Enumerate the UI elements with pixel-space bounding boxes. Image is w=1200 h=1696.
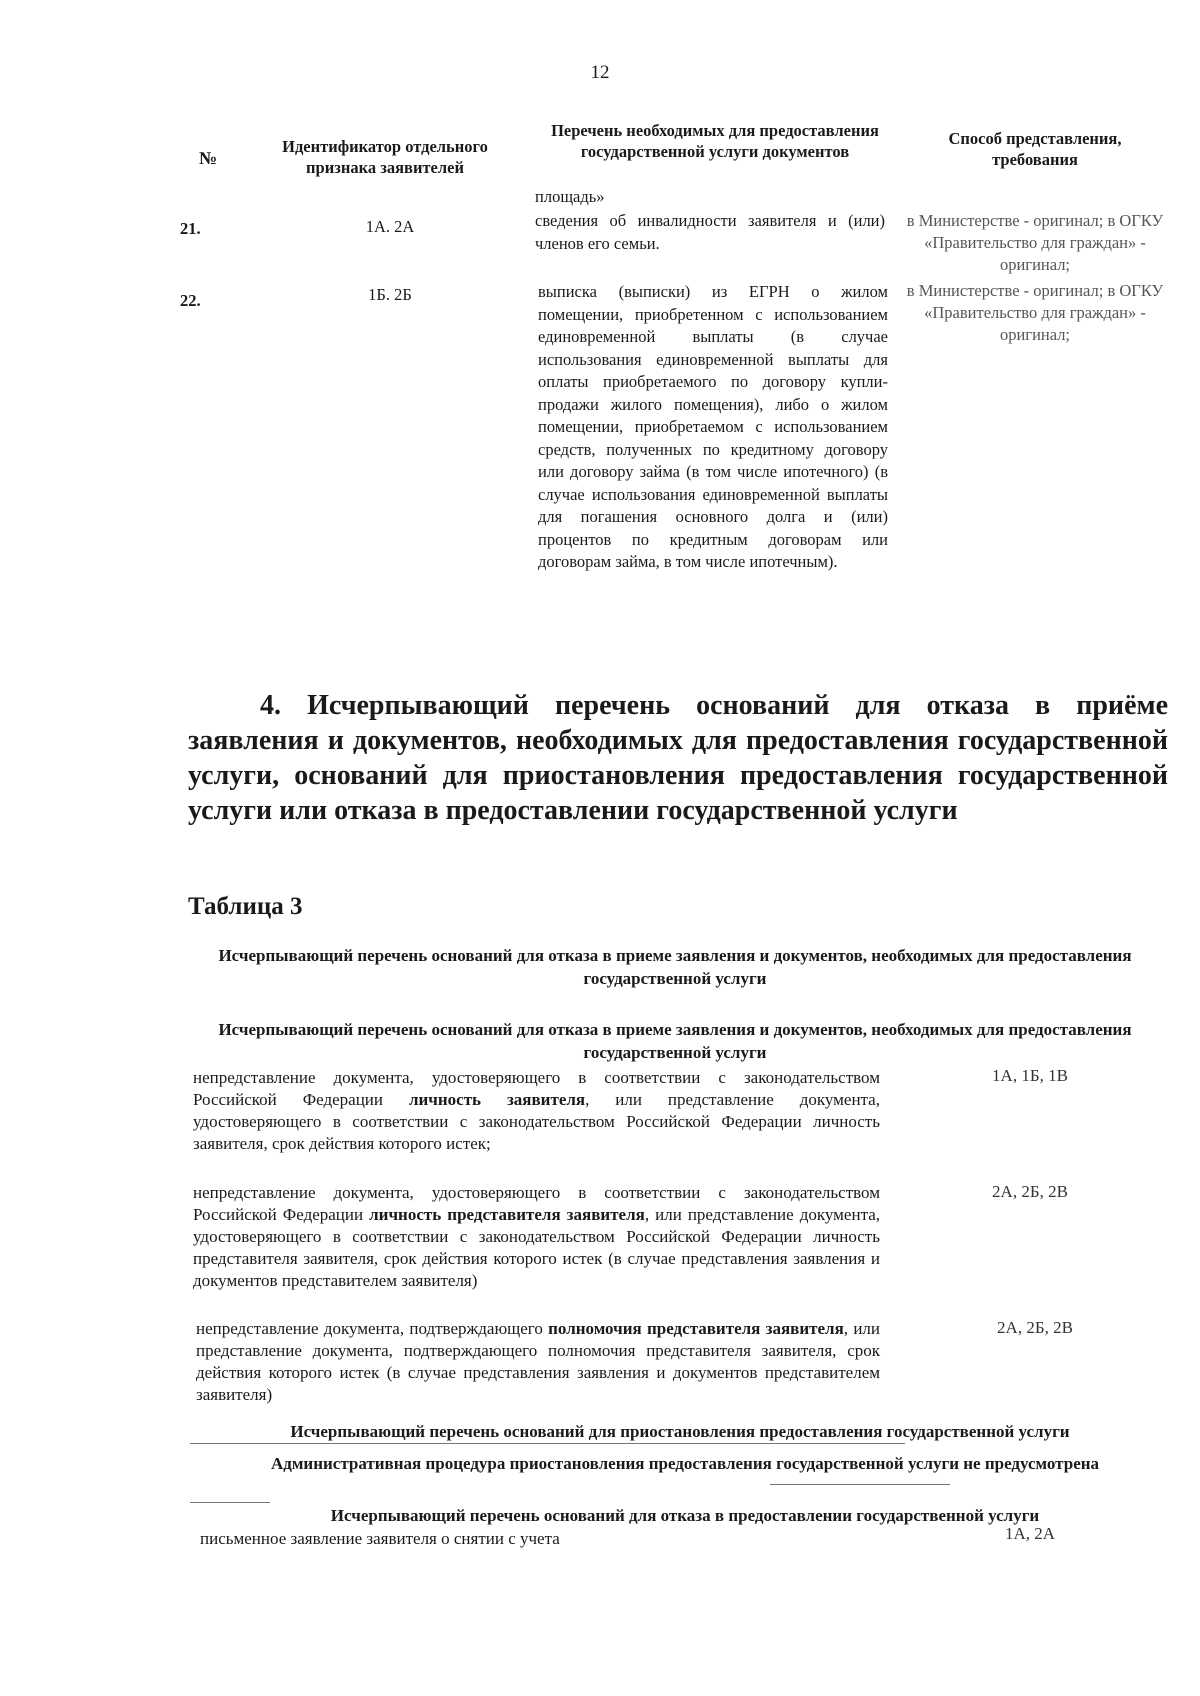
divider xyxy=(190,1502,270,1503)
divider xyxy=(190,1443,905,1444)
row-22-identifier: 1Б. 2Б xyxy=(368,285,412,304)
reason-authority-representative-codes: 2А, 2Б, 2В xyxy=(997,1318,1073,1337)
reason-text: , или представление документа, подтверждающего полномочия представителя заявителя, срок действия которого истек (в случае представления заявления и документов представителем заявителя) xyxy=(196,1319,880,1404)
reason-emphasis: личность заявителя xyxy=(408,1090,586,1109)
reason-emphasis: личность представителя заявителя xyxy=(369,1205,645,1224)
row-21-number: 21. xyxy=(180,219,201,238)
reason-emphasis: полномочия представителя заявителя xyxy=(548,1319,844,1338)
reason-identity-representative xyxy=(193,1182,880,1292)
reason-authority-representative xyxy=(196,1318,880,1406)
reason-identity-representative-codes: 2А, 2Б, 2В xyxy=(992,1182,1068,1201)
row-22-number: 22. xyxy=(180,291,201,310)
reason-identity-applicant-codes: 1А, 1Б, 1В xyxy=(992,1066,1068,1085)
row-22-method: в Министерстве - оригинал; в ОГКУ «Правительство для граждан» - оригинал; xyxy=(906,281,1164,344)
group-heading-suspension: Исчерпывающий перечень оснований для приостановления предоставления государственной услуги xyxy=(290,1422,1070,1441)
reason-text: , или представление документа, удостоверяющего в соответствии с законодательством Российской Федерации личность представителя заявителя, срок действия которого истек (в случае представления заявления и документов представителем заявителя) xyxy=(193,1205,880,1290)
page-number: 12 xyxy=(590,62,610,83)
group-heading-service-refusal: Исчерпывающий перечень оснований для отказа в предоставлении государственной услуги xyxy=(330,1506,1040,1525)
row-21-identifier: 1А. 2А xyxy=(365,217,415,236)
reason-text: непредставление документа, удостоверяющего в соответствии с законодательством Российской Федерации xyxy=(193,1068,880,1109)
divider xyxy=(770,1484,950,1485)
table-title: Таблица 3 xyxy=(188,893,303,920)
header-documents: Перечень необходимых для предоставления государственной услуги документов xyxy=(551,121,879,161)
row-22-document: выписка (выписки) из ЕГРН о жилом помещении, приобретенном с использованием единовременной выплаты (в случае использования единовременной выплаты для оплаты приобретаемого по договору купли-продажи жилого помещения), либо о жилом помещении, приобретаемом с использованием средств, полученных по кредитному договору или договору займа (в том числе ипотечного) (в случае использования единовременной выплаты для погашения основного долга и (или) процентов по кредитным договорам или договорам займа, в том числе ипотечным). xyxy=(538,282,888,571)
suspension-note: Административная процедура приостановления предоставления государственной услуги не предусмотрена xyxy=(270,1454,1100,1473)
reason-text: непредставление документа, удостоверяющего в соответствии с законодательством Российской Федерации xyxy=(193,1183,880,1224)
reason-text: непредставление документа, подтверждающего xyxy=(196,1319,549,1338)
reason-text: , или представление документа, удостоверяющего в соответствии с законодательством Российской Федерации личность заявителя, срок действия которого истек; xyxy=(193,1090,880,1153)
header-identifier: Идентификатор отдельного признака заявителей xyxy=(282,137,488,177)
refusal-reason: письменное заявление заявителя о снятии с учета xyxy=(200,1529,560,1548)
continued-text: площадь» xyxy=(535,187,605,206)
refusal-reason-codes: 1А, 2А xyxy=(1004,1524,1056,1543)
section-heading: 4. Исчерпывающий перечень оснований для отказа в приёме заявления и документов, необходимых для предоставления государственной услуги, оснований для приостановления предоставления государственной услуги или отказа в предоставлении государственной услуги xyxy=(188,690,1168,826)
group-heading-reception-refusal: Исчерпывающий перечень оснований для отказа в приеме заявления и документов, необходимых для предоставления государственной услуги xyxy=(218,1020,1132,1062)
row-21-document: сведения об инвалидности заявителя и (или) членов его семьи. xyxy=(535,211,885,253)
row-21-method: в Министерстве - оригинал; в ОГКУ «Правительство для граждан» - оригинал; xyxy=(906,211,1164,274)
table3-caption: Исчерпывающий перечень оснований для отказа в приеме заявления и документов, необходимых для предоставления государственной услуги xyxy=(218,946,1132,988)
header-number: № xyxy=(198,148,218,168)
reason-identity-applicant xyxy=(193,1067,880,1155)
header-method: Способ представления, требования xyxy=(948,129,1122,169)
